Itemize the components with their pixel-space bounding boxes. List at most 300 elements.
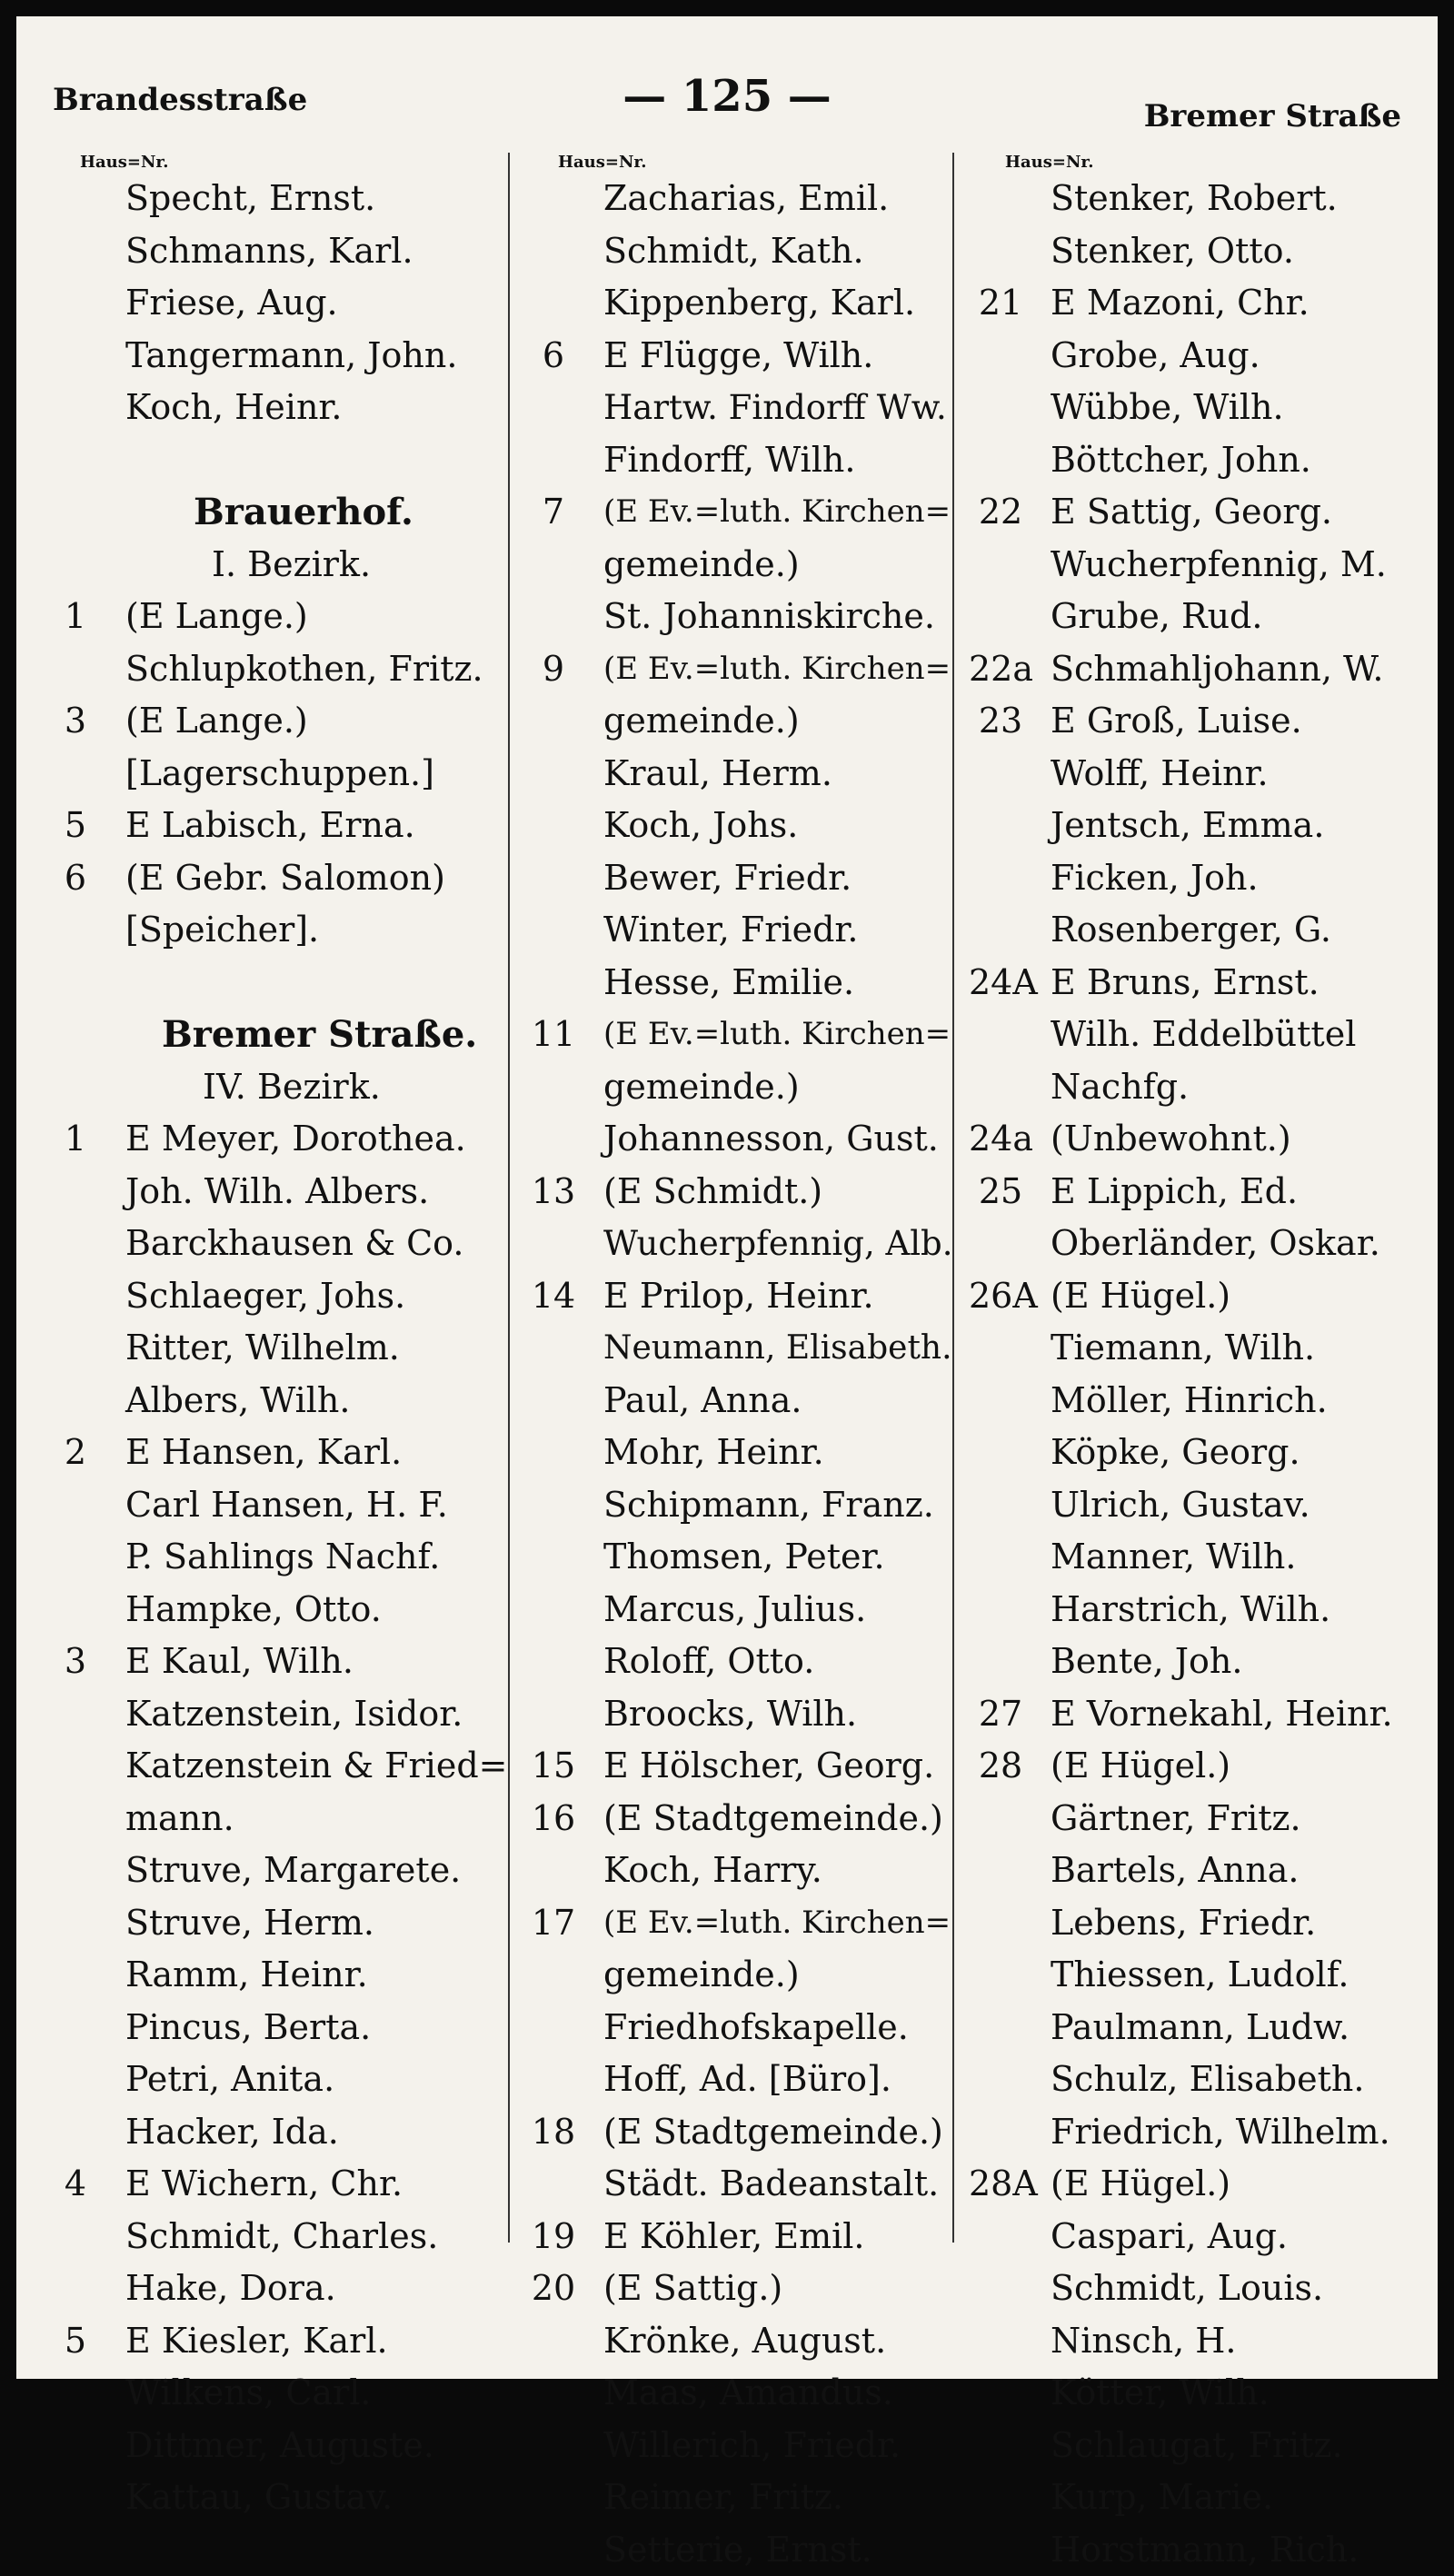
resident-name: Schmidt, Charles.: [125, 2211, 438, 2263]
house-number: 28A: [969, 2158, 1032, 2211]
list-item: [44, 2367, 512, 2420]
list-item: [44, 1740, 512, 1793]
resident-name: Grube, Rud.: [1051, 591, 1262, 643]
list-item: [522, 2158, 956, 2211]
list-item: [969, 1166, 1423, 1218]
column-1: [44, 153, 512, 2524]
resident-name: Schmidt, Louis.: [1051, 2263, 1323, 2315]
resident-name: Gärtner, Fritz.: [1051, 1793, 1301, 1845]
house-number: 19: [522, 2211, 585, 2263]
list-item: [522, 1740, 956, 1793]
house-number: 22: [969, 486, 1032, 539]
house-number: 17: [522, 1897, 585, 1950]
list-item: [522, 2263, 956, 2315]
resident-name: (E Ev.=luth. Kirchen=: [603, 643, 951, 696]
list-item: [44, 1949, 512, 2002]
list-item: [969, 2158, 1423, 2211]
resident-name: mann.: [125, 1793, 234, 1845]
list-item: [522, 2106, 956, 2159]
resident-name: Rosenberger, G.: [1051, 904, 1331, 957]
list-item: [522, 434, 956, 487]
resident-name: Carl Hansen, H. F.: [125, 1479, 448, 1532]
list-item: [44, 643, 512, 696]
running-head: [53, 71, 1401, 125]
list-item: [44, 225, 512, 278]
house-number: 11: [522, 1009, 585, 1061]
resident-name: Schmanns, Karl.: [125, 225, 413, 278]
resident-name: Pincus, Berta.: [125, 2002, 371, 2054]
resident-name: Schmahljohann, W.: [1051, 643, 1384, 696]
resident-name: E Sattig, Georg.: [1051, 486, 1332, 539]
list-item: [522, 1427, 956, 1479]
list-item: [522, 2472, 956, 2524]
house-number: 24a: [969, 1113, 1032, 1166]
list-item: [969, 2315, 1423, 2368]
list-item: [44, 1897, 512, 1950]
list-item: [522, 1166, 956, 1218]
list-item: [522, 486, 956, 539]
resident-name: Harstrich, Wilh.: [1051, 1584, 1330, 1636]
list-item: [969, 800, 1423, 852]
resident-name: Ramm, Heinr.: [125, 1949, 368, 2002]
list-item: [44, 1375, 512, 1427]
house-number: 18: [522, 2106, 585, 2159]
list-item: [44, 852, 512, 905]
list-item: [969, 1061, 1423, 1114]
resident-name: E Bruns, Ernst.: [1051, 957, 1320, 1010]
resident-name: Ficken, Joh.: [1051, 852, 1259, 905]
list-item: [522, 1531, 956, 1584]
resident-name: E Meyer, Dorothea.: [125, 1113, 466, 1166]
resident-name: Findorff, Wilh.: [603, 434, 855, 487]
column-3: [969, 153, 1423, 2576]
resident-name: E Kiesler, Karl.: [125, 2315, 388, 2368]
resident-name: E Köhler, Emil.: [603, 2211, 865, 2263]
list-item: [969, 1375, 1423, 1427]
resident-name: (E Hügel.): [1051, 2158, 1230, 2211]
resident-name: Setterie, Ernst.: [603, 2524, 872, 2576]
resident-name: (E Lange.): [125, 695, 308, 748]
district-name: IV. Bezirk.: [203, 1061, 381, 1114]
list-item: [969, 2524, 1423, 2576]
resident-name: Neumann, Elisabeth.: [603, 1322, 952, 1375]
list-item: [969, 1009, 1423, 1061]
resident-name: (E Hügel.): [1051, 1740, 1230, 1793]
resident-name: Barckhausen & Co.: [125, 1218, 463, 1270]
resident-name: Thiessen, Ludolf.: [1051, 1949, 1349, 2002]
list-item: [44, 800, 512, 852]
list-item: [522, 2420, 956, 2472]
house-number: 4: [44, 2158, 107, 2211]
house-number: 26A: [969, 1270, 1032, 1323]
resident-name: Nachfg.: [1051, 1061, 1189, 1114]
resident-name: Hake, Dora.: [125, 2263, 336, 2315]
spacer: [44, 434, 512, 487]
resident-name: P. Sahlings Nachf.: [125, 1531, 440, 1584]
resident-name: (E Stadtgemeinde.): [603, 1793, 943, 1845]
list-item: [969, 852, 1423, 905]
resident-name: Städt. Badeanstalt.: [603, 2158, 939, 2211]
resident-name: Willerich, Friedr.: [603, 2420, 901, 2472]
resident-name: Zacharias, Emil.: [603, 173, 889, 225]
house-number: 20: [522, 2263, 585, 2315]
resident-name: St. Johanniskirche.: [603, 591, 935, 643]
resident-name: gemeinde.): [603, 539, 800, 592]
list-item: [522, 1322, 956, 1375]
list-item: [44, 2263, 512, 2315]
list-item: [969, 2002, 1423, 2054]
resident-name: Wilkens, Carl.: [125, 2367, 371, 2420]
resident-name: Tiemann, Wilh.: [1051, 1322, 1315, 1375]
list-item: [522, 1270, 956, 1323]
resident-name: Hartw. Findorff Ww.: [603, 382, 947, 434]
resident-name: Tangermann, John.: [125, 330, 457, 383]
list-item: [522, 330, 956, 383]
resident-name: gemeinde.): [603, 1949, 800, 2002]
resident-name: E Flügge, Wilh.: [603, 330, 873, 383]
list-item: [44, 904, 512, 957]
resident-name: Joh. Wilh. Albers.: [125, 1166, 429, 1218]
resident-name: E Kaul, Wilh.: [125, 1636, 354, 1688]
house-number: 27: [969, 1688, 1032, 1741]
list-item: [44, 1584, 512, 1636]
resident-name: E Lippich, Ed.: [1051, 1166, 1298, 1218]
list-item: [522, 2524, 956, 2576]
list-item: [969, 1270, 1423, 1323]
resident-name: Reimer, Fritz.: [603, 2472, 843, 2524]
resident-name: (E Schmidt.): [603, 1166, 822, 1218]
list-item: [522, 1584, 956, 1636]
list-item: [44, 2054, 512, 2106]
resident-name: (E Ev.=luth. Kirchen=: [603, 486, 951, 539]
list-item: [969, 1636, 1423, 1688]
resident-name: Hesse, Emilie.: [603, 957, 854, 1010]
resident-name: Böttcher, John.: [1051, 434, 1311, 487]
resident-name: Hoff, Ad. [Büro].: [603, 2054, 891, 2106]
list-item: [522, 2054, 956, 2106]
list-item: [44, 1166, 512, 1218]
resident-name: Wucherpfennig, Alb.: [603, 1218, 952, 1270]
house-number: 6: [522, 330, 585, 383]
resident-name: Wucherpfennig, M.: [1051, 539, 1387, 592]
resident-name: Kurp, Marie.: [1051, 2472, 1273, 2524]
resident-name: Caspari, Aug.: [1051, 2211, 1288, 2263]
list-item: [44, 1531, 512, 1584]
list-item: [44, 2211, 512, 2263]
resident-name: Petri, Anita.: [125, 2054, 334, 2106]
list-item: [522, 2367, 956, 2420]
resident-name: Wolff, Heinr.: [1051, 748, 1269, 801]
list-item: [969, 904, 1423, 957]
list-item: [969, 1845, 1423, 1897]
resident-name: (E Ev.=luth. Kirchen=: [603, 1009, 951, 1061]
resident-name: Horstmann, Rich.: [1051, 2524, 1359, 2576]
list-item: [44, 1636, 512, 1688]
list-item: [969, 591, 1423, 643]
resident-name: E Groß, Luise.: [1051, 695, 1302, 748]
list-item: [969, 1322, 1423, 1375]
list-item: [44, 2106, 512, 2159]
list-item: [522, 852, 956, 905]
house-number: 22a: [969, 643, 1032, 696]
list-item: [969, 1218, 1423, 1270]
resident-name: Mohr, Heinr.: [603, 1427, 824, 1479]
list-item: [969, 1531, 1423, 1584]
list-item: [522, 748, 956, 801]
house-number: 2: [44, 1427, 107, 1479]
list-item: [969, 539, 1423, 592]
list-item: [44, 173, 512, 225]
list-item: [44, 2420, 512, 2472]
resident-name: gemeinde.): [603, 695, 800, 748]
resident-name: (E Lange.): [125, 591, 308, 643]
list-item: [44, 277, 512, 330]
resident-name: E Mazoni, Chr.: [1051, 277, 1310, 330]
resident-name: E Hansen, Karl.: [125, 1427, 402, 1479]
list-item: [44, 591, 512, 643]
house-number-label: Haus=Nr.: [558, 153, 956, 173]
section-heading: [44, 1009, 512, 1061]
resident-name: Wübbe, Wilh.: [1051, 382, 1284, 434]
list-item: [522, 800, 956, 852]
resident-name: Köpke, Georg.: [1051, 1427, 1300, 1479]
list-item: [522, 1479, 956, 1532]
list-item: [522, 2315, 956, 2368]
list-item: [969, 1897, 1423, 1950]
list-item: [522, 904, 956, 957]
list-item: [969, 277, 1423, 330]
list-item: [969, 643, 1423, 696]
resident-name: Schulz, Elisabeth.: [1051, 2054, 1364, 2106]
list-item: [969, 1793, 1423, 1845]
resident-name: Struve, Margarete.: [125, 1845, 461, 1897]
list-item: [969, 382, 1423, 434]
list-item: [522, 2002, 956, 2054]
resident-name: Paul, Anna.: [603, 1375, 802, 1427]
resident-name: Maas, Amandus.: [603, 2367, 893, 2420]
street-name: Bremer Straße.: [162, 1009, 477, 1061]
resident-name: Wilh. Eddelbüttel: [1051, 1009, 1356, 1061]
resident-name: Hacker, Ida.: [125, 2106, 339, 2159]
resident-name: Friedhofskapelle.: [603, 2002, 909, 2054]
resident-name: [Speicher].: [125, 904, 319, 957]
district-heading: [44, 539, 512, 592]
list-item: [44, 330, 512, 383]
resident-name: Koch, Harry.: [603, 1845, 822, 1897]
list-item: [522, 1113, 956, 1166]
resident-name: Ninsch, H.: [1051, 2315, 1237, 2368]
list-item: [969, 1949, 1423, 2002]
house-number: 1: [44, 1113, 107, 1166]
list-item: [969, 1113, 1423, 1166]
list-item: [969, 1479, 1423, 1532]
house-number: 24A: [969, 957, 1032, 1010]
resident-name: E Prilop, Heinr.: [603, 1270, 874, 1323]
house-number: 9: [522, 643, 585, 696]
resident-name: Johannesson, Gust.: [603, 1113, 939, 1166]
list-item: [522, 382, 956, 434]
house-number: 25: [969, 1166, 1032, 1218]
list-item: [522, 277, 956, 330]
list-item: [522, 1218, 956, 1270]
resident-name: Schlupkothen, Fritz.: [125, 643, 483, 696]
resident-name: E Wichern, Chr.: [125, 2158, 403, 2211]
list-item: [522, 1897, 956, 1950]
list-item: [44, 2472, 512, 2524]
list-item: [522, 1949, 956, 2002]
list-item: [522, 2211, 956, 2263]
list-item: [44, 1218, 512, 1270]
list-item: [522, 1688, 956, 1741]
list-item: [969, 486, 1423, 539]
header-right-street: Bremer Straße: [1144, 98, 1401, 134]
resident-name: (Unbewohnt.): [1051, 1113, 1291, 1166]
resident-name: Hampke, Otto.: [125, 1584, 382, 1636]
resident-name: [Lagerschuppen.]: [125, 748, 434, 801]
resident-name: (E Hügel.): [1051, 1270, 1230, 1323]
resident-name: Kötter, Wilh.: [1051, 2367, 1270, 2420]
list-item: [969, 2263, 1423, 2315]
list-item: [44, 1688, 512, 1741]
resident-name: Schlaeger, Johs.: [125, 1270, 405, 1323]
list-item: [522, 1375, 956, 1427]
resident-name: Winter, Friedr.: [603, 904, 859, 957]
column-2: [522, 153, 956, 2576]
directory-page: [16, 16, 1438, 2379]
section-heading: [44, 486, 512, 539]
list-item: [522, 1793, 956, 1845]
list-item: [522, 173, 956, 225]
list-item: [969, 1740, 1423, 1793]
house-number: 14: [522, 1270, 585, 1323]
resident-name: Roloff, Otto.: [603, 1636, 814, 1688]
house-number: 7: [522, 486, 585, 539]
resident-name: (E Stadtgemeinde.): [603, 2106, 943, 2159]
resident-name: (E Sattig.): [603, 2263, 782, 2315]
page-number: — 125 —: [53, 71, 1401, 122]
resident-name: Bewer, Friedr.: [603, 852, 851, 905]
list-item: [522, 1636, 956, 1688]
list-item: [44, 1322, 512, 1375]
list-item: [969, 2472, 1423, 2524]
house-number-label: Haus=Nr.: [1005, 153, 1423, 173]
house-number: 13: [522, 1166, 585, 1218]
house-number: 5: [44, 2315, 107, 2368]
list-item: [969, 2367, 1423, 2420]
list-item: [522, 957, 956, 1010]
list-item: [969, 434, 1423, 487]
list-item: [522, 539, 956, 592]
list-item: [522, 643, 956, 696]
resident-name: Ulrich, Gustav.: [1051, 1479, 1310, 1532]
resident-name: Schipmann, Franz.: [603, 1479, 934, 1532]
resident-name: (E Gebr. Salomon): [125, 852, 445, 905]
house-number: 3: [44, 1636, 107, 1688]
house-number: 23: [969, 695, 1032, 748]
house-number: 3: [44, 695, 107, 748]
resident-name: Friese, Aug.: [125, 277, 338, 330]
resident-name: E Hölscher, Georg.: [603, 1740, 934, 1793]
resident-name: Kattau, Gustav.: [125, 2472, 393, 2524]
list-item: [969, 1584, 1423, 1636]
house-number: 21: [969, 277, 1032, 330]
list-item: [969, 748, 1423, 801]
list-item: [522, 695, 956, 748]
street-name: Brauerhof.: [194, 486, 413, 539]
list-item: [969, 957, 1423, 1010]
list-item: [44, 1270, 512, 1323]
list-item: [969, 2211, 1423, 2263]
resident-name: Koch, Heinr.: [125, 382, 342, 434]
list-item: [969, 695, 1423, 748]
list-item: [522, 1845, 956, 1897]
house-number: 16: [522, 1793, 585, 1845]
list-item: [969, 2106, 1423, 2159]
list-item: [522, 225, 956, 278]
resident-name: Katzenstein, Isidor.: [125, 1688, 463, 1741]
resident-name: Lebens, Friedr.: [1051, 1897, 1316, 1950]
list-item: [44, 1845, 512, 1897]
resident-name: Ritter, Wilhelm.: [125, 1322, 400, 1375]
resident-name: Kraul, Herm.: [603, 748, 832, 801]
resident-name: Friedrich, Wilhelm.: [1051, 2106, 1390, 2159]
resident-name: Stenker, Robert.: [1051, 173, 1338, 225]
list-item: [969, 225, 1423, 278]
list-item: [969, 1688, 1423, 1741]
resident-name: Broocks, Wilh.: [603, 1688, 857, 1741]
resident-name: Albers, Wilh.: [125, 1375, 350, 1427]
resident-name: Katzenstein & Fried=: [125, 1740, 508, 1793]
resident-name: Jentsch, Emma.: [1051, 800, 1324, 852]
header-left-street: Brandesstraße: [53, 82, 307, 118]
resident-name: E Labisch, Erna.: [125, 800, 415, 852]
list-item: [44, 1427, 512, 1479]
resident-name: Bartels, Anna.: [1051, 1845, 1299, 1897]
list-item: [44, 2158, 512, 2211]
resident-name: Paulmann, Ludw.: [1051, 2002, 1349, 2054]
resident-name: Koch, Johs.: [603, 800, 798, 852]
resident-name: Grobe, Aug.: [1051, 330, 1260, 383]
resident-name: Schlaugat, Fritz.: [1051, 2420, 1343, 2472]
resident-name: Stenker, Otto.: [1051, 225, 1294, 278]
resident-name: Schmidt, Kath.: [603, 225, 864, 278]
list-item: [44, 1113, 512, 1166]
list-item: [44, 695, 512, 748]
resident-name: (E Ev.=luth. Kirchen=: [603, 1897, 951, 1950]
list-item: [969, 2420, 1423, 2472]
list-item: [44, 382, 512, 434]
house-number: 28: [969, 1740, 1032, 1793]
list-item: [44, 748, 512, 801]
spacer: [44, 957, 512, 1010]
resident-name: gemeinde.): [603, 1061, 800, 1114]
list-item: [44, 1479, 512, 1532]
house-number: 15: [522, 1740, 585, 1793]
house-number: 6: [44, 852, 107, 905]
resident-name: Manner, Wilh.: [1051, 1531, 1296, 1584]
list-item: [969, 1427, 1423, 1479]
resident-name: Specht, Ernst.: [125, 173, 375, 225]
resident-name: Marcus, Julius.: [603, 1584, 866, 1636]
resident-name: Struve, Herm.: [125, 1897, 374, 1950]
resident-name: Möller, Hinrich.: [1051, 1375, 1328, 1427]
house-number: 1: [44, 591, 107, 643]
list-item: [44, 2002, 512, 2054]
resident-name: Oberländer, Oskar.: [1051, 1218, 1380, 1270]
district-name: I. Bezirk.: [212, 539, 371, 592]
house-number: 5: [44, 800, 107, 852]
resident-name: Dittmer, Auguste.: [125, 2420, 434, 2472]
